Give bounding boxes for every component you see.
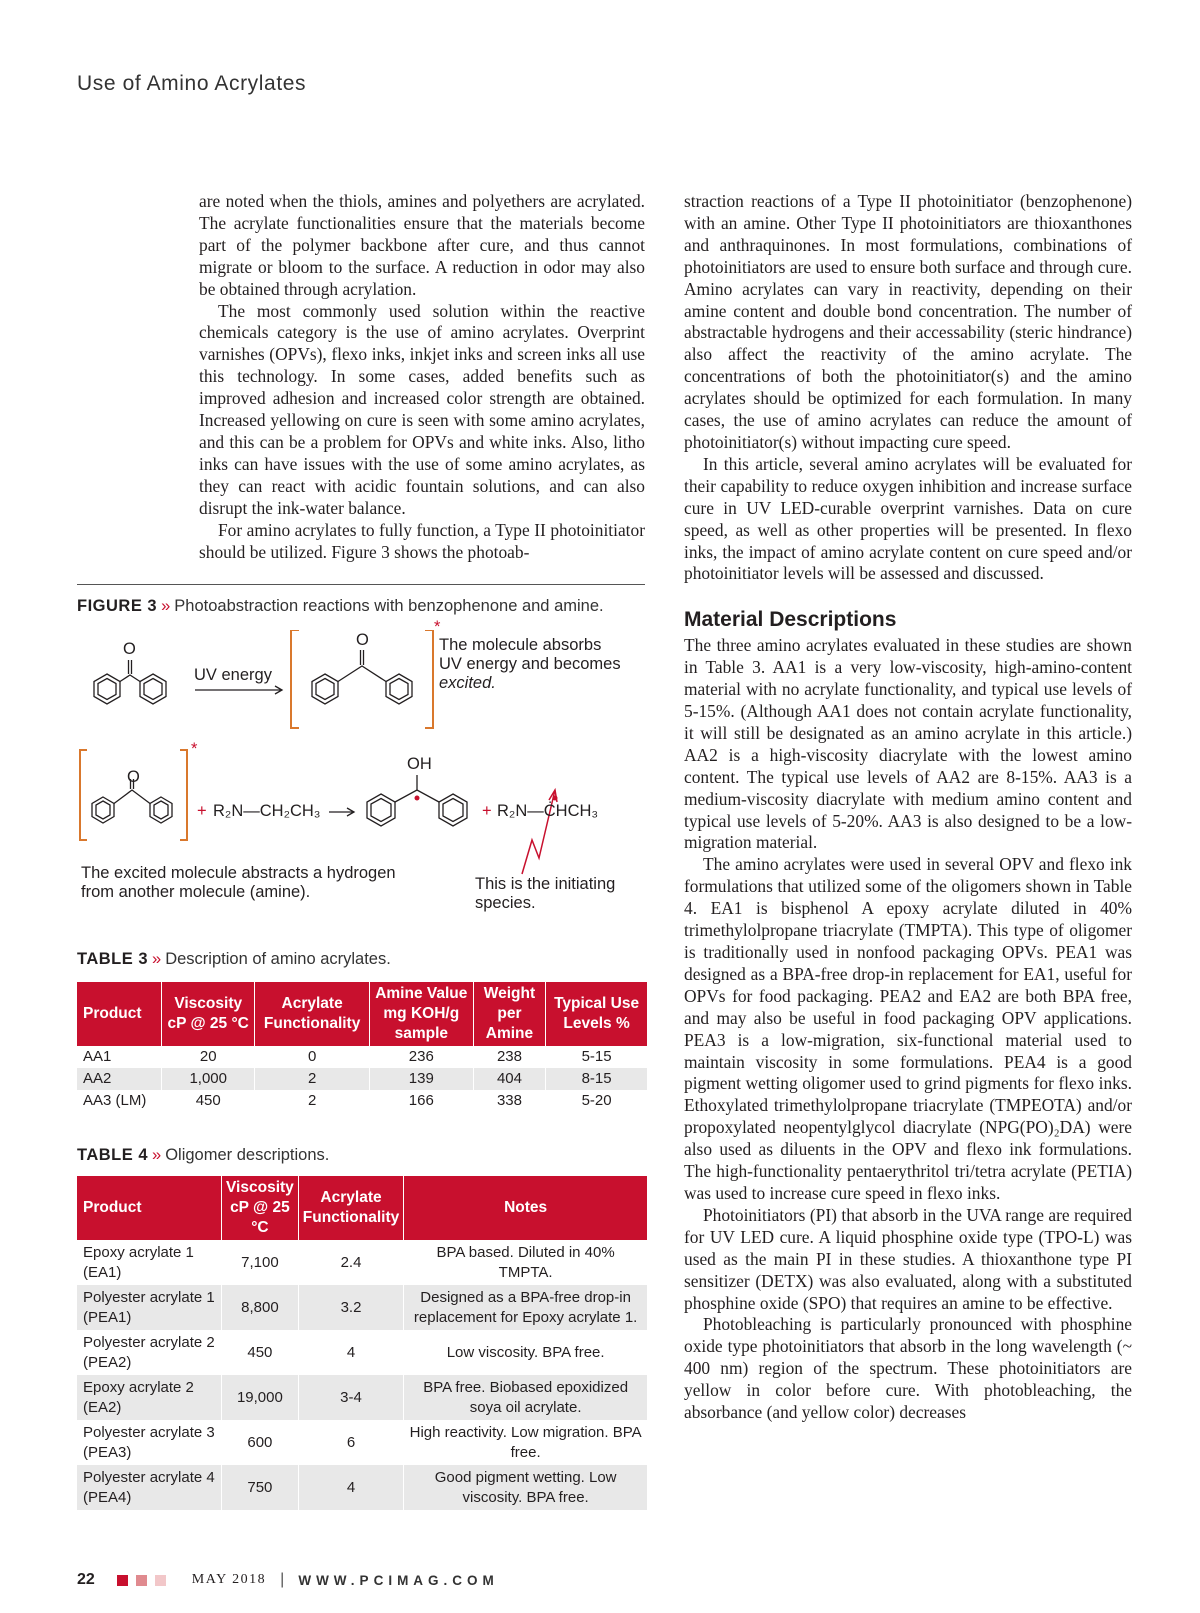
column-header: Notes [404,1176,647,1240]
paragraph: Photobleaching is particularly pronounced with phosphine oxide type photoinitiators that absorb in the long wavelength (~ 400 nm) region of the spectrum. These photoinitiators are yellow in color before cure. With photobleaching, the absorbance (and yellow color) decreases [684,1314,1132,1423]
footer [77,1569,499,1591]
paragraph: For amino acrylates to fully function, a Type II photoinitiator should be utilized. Figure 3 shows the photoab- [199,519,645,562]
paragraph: The most commonly used solution within the reactive chemicals category is the use of amino acrylates. Overprint varnishes (OPVs), flexo inks, inkjet inks and screen inks all use this technology. In some cases, added benefits such as improved adhesion and increased color strength are obtained. Increased yellowing on cure is seen with some amino acrylates, and this can be a problem for OPVs and white inks. Also, litho inks can have issues with the use of some amino acrylates, as they can react with acidic fountain solutions, and can also disrupt the ink-water balance. [199,300,645,518]
page-number: 22 [77,1571,95,1588]
excited-benzophenone-structure [312,650,412,704]
table-cell: Epoxy acrylate 2 (EA2) [77,1375,222,1420]
column-header: Product [77,982,162,1046]
table-cell: Polyester acrylate 2 (PEA2) [77,1330,222,1375]
table-cell: 8-15 [546,1068,647,1090]
abstract-note-line: The excited molecule abstracts a hydrogen [81,864,396,882]
table3-caption-text: Description of amino acrylates. [165,950,391,968]
excited-mark: * [191,740,198,758]
table-cell: AA3 (LM) [77,1090,162,1112]
uv-energy-label: UV energy [194,666,272,684]
oh-label: OH [407,755,432,773]
amine-radical: R₂N—ĊHCH₃ [497,802,599,820]
table-cell: 404 [473,1068,545,1090]
paragraph: Photoinitiators (PI) that absorb in the UVA range are required for UV LED cure. A liquid phosphine oxide type (TPO-L) was used as the main PI in these studies. A thioxanthone type PI sensitizer (DETX) was also evaluated, along with a substituted phosphine oxide (SPO) that requires an amine to be effective. [684,1204,1132,1313]
footer-separator: | [280,1571,285,1588]
table-cell: 20 [162,1046,255,1068]
running-head: Use of Amino Acrylates [77,72,307,95]
paragraph: The three amino acrylates evaluated in these studies are shown in Table 3. AA1 is a very low-viscosity, high-amino-content material with no acrylate functionality, and typical use levels of 5-15%. (Although AA1 does not contain acrylate functionality, it will still be designated as an amino acrylate in this article.) AA2 is a high-viscosity diacrylate with the lowest amino content. The typical use levels of AA2 are 8-15%. AA3 is a medium-viscosity diacrylate with medium amino content and typical use levels of 5-20%. AA3 is also designed to be a low-migration material. [684,635,1132,853]
oxygen-label: O [123,640,136,658]
initiating-note-line: species. [475,894,536,912]
issue-date: MAY 2018 [191,1572,267,1587]
table-cell: 1,000 [162,1068,255,1090]
table-header-row [77,982,647,1046]
table-cell: 8,800 [222,1285,299,1330]
table-cell: Good pigment wetting. Low viscosity. BPA free. [404,1465,647,1510]
square-icon [117,1575,128,1586]
table-cell: 450 [222,1330,299,1375]
table-cell: 4 [298,1465,403,1510]
table4-label: TABLE 4 [77,1146,149,1164]
table-cell: 5-15 [581,1048,612,1065]
benzophenone-structure [94,660,166,704]
table-cell: Polyester acrylate 3 (PEA3) [77,1420,222,1465]
oxygen-label: O [356,631,369,649]
excited-mark: * [434,618,441,636]
chevron-icon: » [152,1146,162,1164]
square-icon [155,1575,166,1586]
column-header: Weight per Amine [473,982,545,1046]
table-cell: 2 [255,1068,369,1090]
chevron-icon: » [152,950,162,968]
table-cell: 166 [369,1090,473,1112]
table3 [77,982,647,1112]
table-cell: 236 [369,1046,473,1068]
figure-top-rule [77,584,645,585]
table-row [77,1465,647,1510]
column-header: Viscosity cP @ 25 °C [222,1176,299,1240]
website-link[interactable]: WWW.PCIMAG.COM [298,1572,499,1588]
plus-sign: + [197,802,207,820]
table-cell: 238 [473,1046,545,1068]
chevron-icon: » [161,597,171,615]
table-cell: Polyester acrylate 1 (PEA1) [77,1285,222,1330]
table-cell: Polyester acrylate 4 (PEA4) [77,1465,222,1510]
section-heading: Material Descriptions [684,608,897,632]
table-row [77,1375,647,1420]
table-cell: 450 [162,1090,255,1112]
table-cell: Designed as a BPA-free drop-in replacement for Epoxy acrylate 1. [404,1285,647,1330]
bracket-left [80,750,87,840]
figure3-label: FIGURE 3 [77,597,158,615]
table-cell: 338 [473,1090,545,1112]
table-cell: BPA free. Biobased epoxidized soya oil acrylate. [404,1375,647,1420]
table-cell: 600 [222,1420,299,1465]
left-column [199,191,645,563]
bracket-right [425,630,433,728]
abstract-note-line: from another molecule (amine). [81,883,311,901]
radical-dot [553,796,558,801]
bracket-left [291,630,299,728]
table4 [77,1176,647,1510]
table-cell: 7,100 [222,1240,299,1285]
excited-note-line: The molecule absorbs [439,636,602,654]
radical-dot [415,796,420,801]
table-cell: 3.2 [298,1285,403,1330]
table-cell: 2 [255,1090,369,1112]
column-header: Product [77,1176,222,1240]
right-column [684,191,1132,1424]
table-cell: 19,000 [222,1375,299,1420]
square-icon [136,1575,147,1586]
table-cell: 3-4 [298,1375,403,1420]
table-row [77,1046,647,1068]
table-cell: Epoxy acrylate 1 (EA1) [77,1240,222,1285]
amine-reactant: R₂N—CH₂CH₃ [213,802,321,820]
column-header: Acrylate Functionality [255,982,369,1046]
table-row [77,1330,647,1375]
table3-caption [77,950,391,969]
table-row [77,1068,647,1090]
paragraph: The amino acrylates were used in several OPV and flexo ink formulations that utilized some of the oligomers shown in Table 4. EA1 is bisphenol A epoxy acrylate diluted in 40% trimethylolpropane triacrylate (TMPTA). This type of oligomer is traditionally used in nonfood packaging OPVs. PEA1 was designed as a BPA-free drop-in replacement for EA1, useful for OPVs for food packaging. PEA2 and EA2 are both BPA free, and may also be useful in food packaging OPV applications. PEA3 is a low-migration, six-functional material used to maintain viscosity in some formulations. PEA4 is a good pigment wetting oligomer used to grind pigments for flexo inks. Ethoxylated trimethylolpropane triacrylate (TMPEOTA) and/or propoxylated neopentylglycol diacrylate (NPG(PO)₂DA) were also used as diluents in the OPV and flexo ink formulations. The high-functionality pentaerythritol tri/tetra acrylate (PETIA) was used to increase cure speed in flexo inks. [684,854,1132,1203]
table-cell: 4 [298,1330,403,1375]
table-cell: 139 [369,1068,473,1090]
initiating-note-line: This is the initiating [475,875,616,893]
table-cell: BPA based. Diluted in 40% TMPTA. [436,1243,615,1281]
table-cell: High reactivity. Low migration. BPA free. [409,1423,642,1461]
paragraph: In this article, several amino acrylates will be evaluated for their capability to reduce oxygen inhibition and increase surface cure in UV LED-curable overprint varnishes. Data on cure speed, as well as other properties will be presented. In flexo inks, the impact of amino acrylate content on cure speed and/or photoinitiator levels will be assessed and discussed. [684,453,1132,584]
paragraph: are noted when the thiols, amines and polyethers are acrylated. The acrylate functionalities ensure that the materials become part of the polymer backbone after cure, and thus cannot migrate or bloom to the surface. A reduction in odor may also be obtained through acrylation. [199,191,645,299]
table-header-row [77,1176,647,1240]
excited-note-line: UV energy and becomes [439,655,621,673]
figure3-diagram [77,618,647,950]
excited-note-line: excited. [439,674,496,692]
figure3-caption-text: Photoabstraction reactions with benzophenone and amine. [174,597,604,615]
table-cell: AA2 [77,1068,162,1090]
table-cell: 750 [222,1465,299,1510]
table4-caption [77,1146,329,1165]
paragraph: straction reactions of a Type II photoinitiator (benzophenone) with an amine. Other Type II photoinitiators are thioxanthones and anthraquinones. In most formulations, combinations of photoinitiators are used to ensure both surface and through cure. Amino acrylates can vary in reactivity, depending on their amine content and double bond concentration. The number of abstractable hydrogens and their accessability (steric hindrance) also affect the reactivity of the amino acrylate. The concentrations of both the photoinitiator(s) and the amino acrylates should be optimized for each formulation. In many cases, the use of amino acrylates can reduce the amount of photoinitiator(s) without impacting cure speed. [684,191,1132,452]
oxygen-label: O [127,768,140,786]
table-cell: Low viscosity. BPA free. [446,1343,605,1361]
table-cell: 2.4 [298,1240,403,1285]
table-cell: 6 [298,1420,403,1465]
table-cell: 5-20 [581,1092,612,1109]
column-header: Amine Value mg KOH/g sample [369,982,473,1046]
table-row [77,1090,647,1112]
table3-label: TABLE 3 [77,950,149,968]
bracket-right [180,750,187,840]
figure3-caption [77,597,604,616]
table-row [77,1240,647,1285]
reaction-scheme [77,630,647,950]
table4-caption-text: Oligomer descriptions. [165,1146,330,1164]
table-row [77,1285,647,1330]
plus-sign: + [482,802,492,820]
column-header: Viscosity cP @ 25 °C [162,982,255,1046]
table-cell: AA1 [77,1046,162,1068]
column-header: Typical Use Levels % [546,982,647,1046]
column-header: Acrylate Functionality [298,1176,403,1240]
table-cell: 0 [255,1046,369,1068]
table-row [77,1420,647,1465]
